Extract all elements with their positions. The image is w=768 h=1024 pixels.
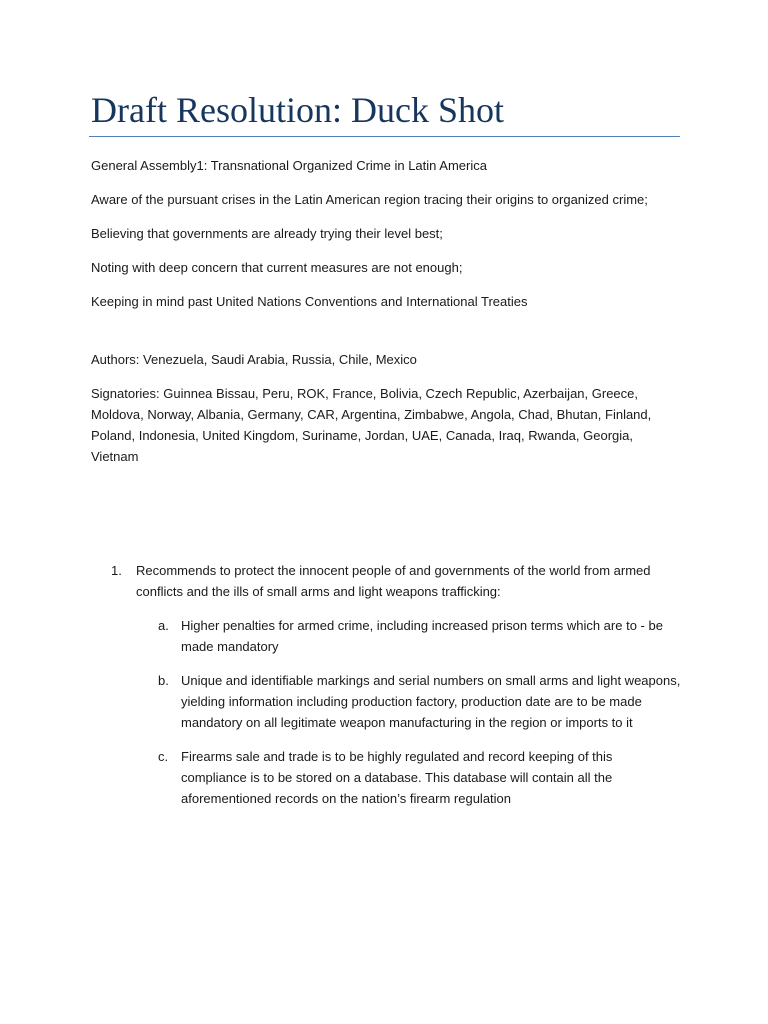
subclause-text: Firearms sale and trade is to be highly regulated and record keeping of this compliance is to be stored on a database. This database will contain all the aforementioned records on the nation’s firearm regulation bbox=[181, 749, 613, 806]
operative-clause bbox=[91, 560, 681, 809]
preambulatory-clause: Aware of the pursuant crises in the Latin American region tracing their origins to organized crime; bbox=[91, 192, 648, 207]
subclauses-list bbox=[136, 615, 681, 809]
signatories-line: Signatories: Guinnea Bissau, Peru, ROK, France, Bolivia, Czech Republic, Azerbaijan, Greece, Moldova, Norway, Albania, Germany, CAR, Argentina, Zimbabwe, Angola, Chad, Bhutan, Finland, Poland, Indonesia, United Kingdom, Suriname, Jordan, UAE, Canada, Iraq, Rwanda, Georgia, Vietnam bbox=[91, 386, 652, 464]
authors-line: Authors: Venezuela, Saudi Arabia, Russia, Chile, Mexico bbox=[91, 352, 417, 367]
operative-clauses-list bbox=[91, 560, 681, 809]
preambulatory-clause: Believing that governments are already trying their level best; bbox=[91, 226, 443, 241]
subclause bbox=[136, 615, 681, 657]
preambulatory-clause: Noting with deep concern that current measures are not enough; bbox=[91, 260, 463, 275]
subclause bbox=[136, 746, 681, 809]
committee-line: General Assembly1: Transnational Organized Crime in Latin America bbox=[91, 158, 487, 173]
spacer bbox=[91, 325, 681, 349]
subclause-text: Unique and identifiable markings and serial numbers on small arms and light weapons, yielding information including production factory, production date are to be made mandatory on all legitimate weapon manufacturing in the region or imports to it bbox=[181, 673, 681, 730]
subclause-letter: b. bbox=[158, 673, 169, 688]
spacer bbox=[91, 480, 681, 560]
subclause bbox=[136, 670, 681, 733]
document-title: Draft Resolution: Duck Shot bbox=[91, 90, 504, 130]
subclause-text: Higher penalties for armed crime, including increased prison terms which are to - be made mandatory bbox=[181, 618, 663, 654]
subclause-letter: c. bbox=[158, 749, 169, 764]
preambulatory-clause: Keeping in mind past United Nations Conventions and International Treaties bbox=[91, 294, 528, 309]
title-underline bbox=[89, 136, 680, 137]
clause-text: Recommends to protect the innocent people of and governments of the world from armed conflicts and the ills of small arms and light weapons trafficking: bbox=[136, 563, 651, 599]
document-body bbox=[91, 155, 681, 822]
clause-number: 1. bbox=[111, 563, 122, 578]
subclause-letter: a. bbox=[158, 618, 169, 633]
